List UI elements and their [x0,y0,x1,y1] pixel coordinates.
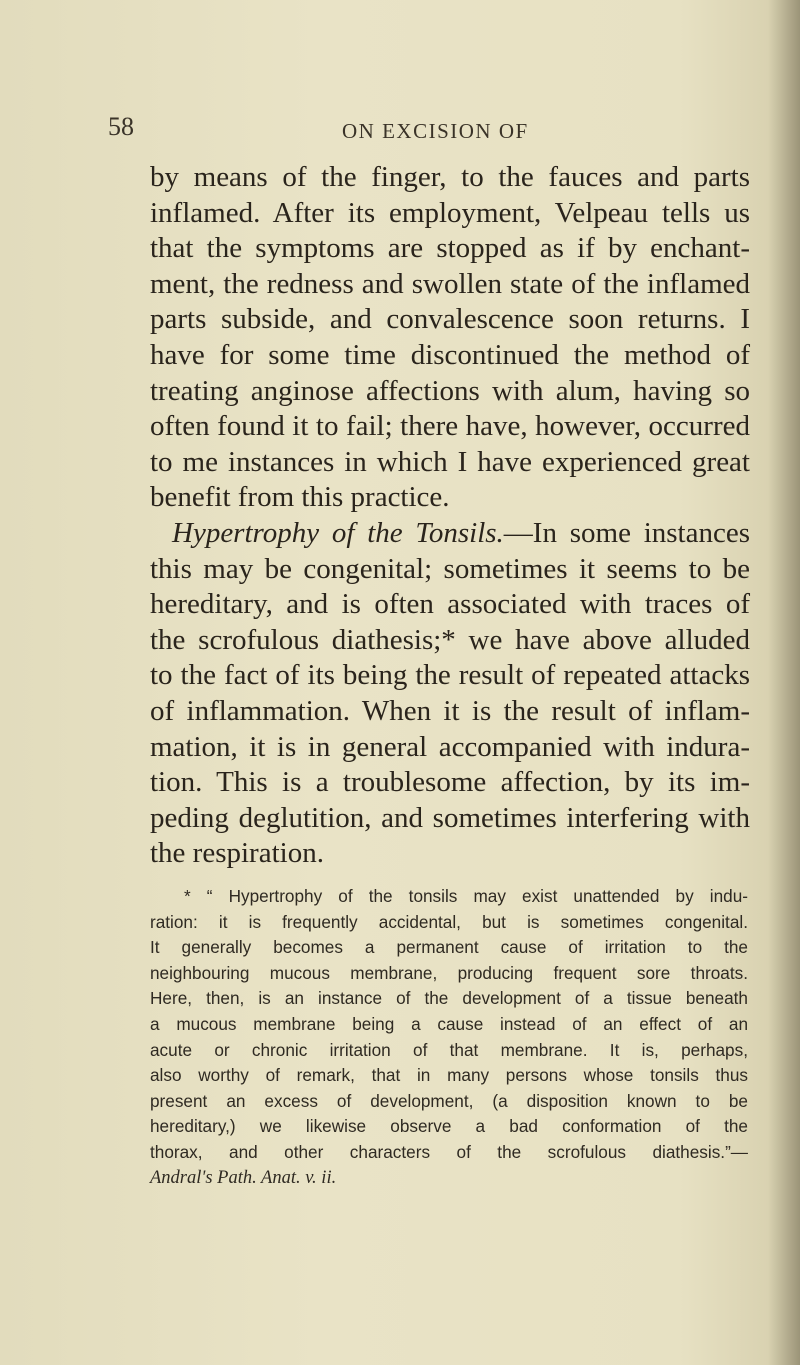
footnote-line: a mucous membrane being a cause instead of an effect of an [150,1013,748,1034]
text-line: tion. This is a troublesome affection, by its im- [150,766,750,799]
text-line: hereditary, and is often associated with traces of [150,588,750,621]
text-line: treating anginose affections with alum, having so [150,374,750,407]
text-line: the respiration. [150,837,324,870]
footnote-line: ration: it is frequently accidental, but is sometimes congenital. [150,911,748,932]
body-text [150,160,750,872]
text-line: mation, it is in general accompanied with indura- [150,730,750,763]
section-first-line-rest: —In some instances [503,516,750,549]
text-line: often found it to fail; there have, however, occurred [150,410,750,443]
text-line: of inflammation. When it is the result of inflam- [150,694,750,727]
footnote-line: hereditary,) we likewise observe a bad conformation of the [150,1116,748,1137]
footnote-line: also worthy of remark, that in many persons whose tonsils thus [150,1065,748,1086]
footnote-line: * “ Hypertrophy of the tonsils may exist unattended by indu- [184,886,748,906]
text-line: to me instances in which I have experienced great [150,445,750,478]
text-line: ment, the redness and swollen state of the inflamed [150,267,750,300]
footnote-line: thorax, and other characters of the scrofulous diathesis.”— [150,1141,748,1162]
text-line: peding deglutition, and sometimes interfering with [150,801,750,834]
text-line: this may be congenital; sometimes it seems to be [150,552,750,585]
text-line: have for some time discontinued the method of [150,338,750,371]
running-head: ON EXCISION OF [342,119,529,143]
footnote-line: It generally becomes a permanent cause of irritation to the [150,937,748,958]
footnote-line: Here, then, is an instance of the development of a tissue beneath [150,988,748,1009]
footnote-line: acute or chronic irritation of that membrane. It is, perhaps, [150,1039,748,1060]
footnote [150,884,748,1191]
section-heading: Hypertrophy of the Tonsils. [172,516,504,549]
page-number: 58 [108,112,134,141]
text-line: inflamed. After its employment, Velpeau tells us [150,196,750,229]
text-line: that the symptoms are stopped as if by enchant- [150,232,750,265]
text-line: parts subside, and convalescence soon returns. I [150,303,750,336]
text-line: by means of the finger, to the fauces and parts [150,161,750,193]
text-line: the scrofulous diathesis;* we have above alluded [150,623,750,656]
footnote-line: neighbouring mucous membrane, producing frequent sore throats. [150,962,748,983]
text-line: benefit from this practice. [150,481,450,514]
section-first-line [150,516,750,552]
text-line: to the fact of its being the result of repeated attacks [150,659,750,692]
footnote-citation: Andral's Path. Anat. v. ii. [150,1167,337,1188]
footnote-line: present an excess of development, (a disposition known to be [150,1090,748,1111]
